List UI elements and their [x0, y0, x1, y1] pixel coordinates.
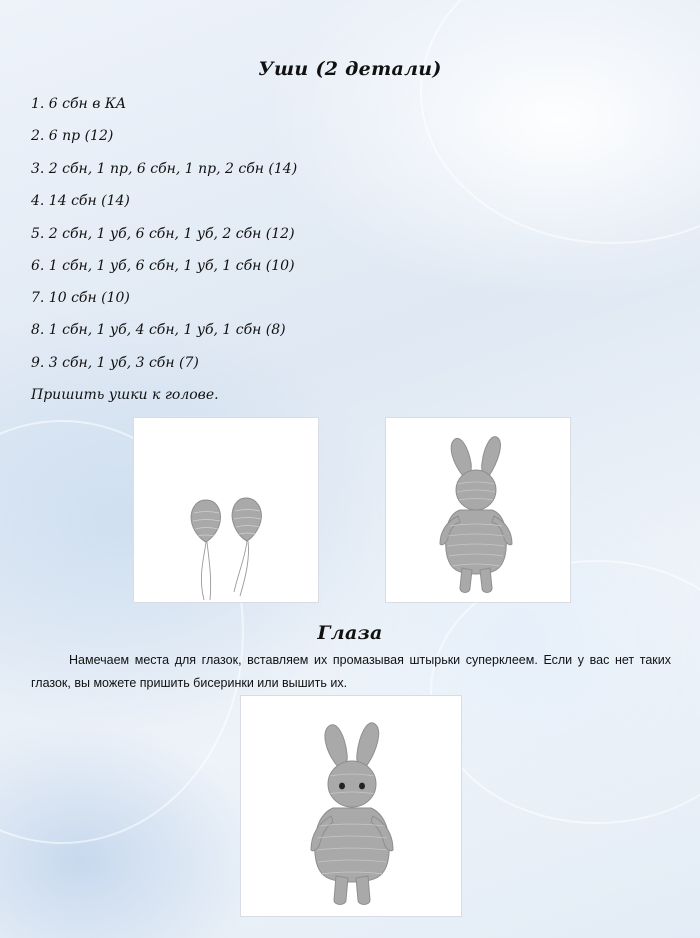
background-swirl [420, 0, 700, 244]
eyes-instructions: Намечаем места для глазок, вставляем их промазывая штырьки суперклеем. Если у вас нет таких глазок, вы можете пришить бисеринки или вышить их. [31, 653, 671, 690]
bunny-eyes-illustration [241, 696, 461, 916]
ears-row: 4. 14 сбн (14) [31, 193, 130, 209]
ears-illustration [134, 418, 318, 602]
bunny-with-eyes-photo [240, 695, 462, 917]
ears-row: 1. 6 сбн в КА [31, 96, 127, 112]
ears-section-title: Уши (2 детали) [258, 58, 442, 80]
ears-row: 8. 1 сбн, 1 уб, 4 сбн, 1 уб, 1 сбн (8) [31, 322, 286, 338]
ears-photo [133, 417, 319, 603]
ears-row: 6. 1 сбн, 1 уб, 6 сбн, 1 уб, 1 сбн (10) [31, 258, 295, 274]
ears-row: 5. 2 сбн, 1 уб, 6 сбн, 1 уб, 2 сбн (12) [31, 226, 295, 242]
ears-row: 2. 6 пр (12) [31, 128, 114, 144]
ears-note: Пришить ушки к голове. [31, 387, 219, 403]
bunny-illustration [386, 418, 570, 602]
bunny-with-ears-photo [385, 417, 571, 603]
eyes-section-title: Глаза [317, 622, 383, 644]
ears-row: 7. 10 сбн (10) [31, 290, 130, 306]
ears-row: 3. 2 сбн, 1 пр, 6 сбн, 1 пр, 2 сбн (14) [31, 161, 298, 177]
ears-row: 9. 3 сбн, 1 уб, 3 сбн (7) [31, 355, 199, 371]
